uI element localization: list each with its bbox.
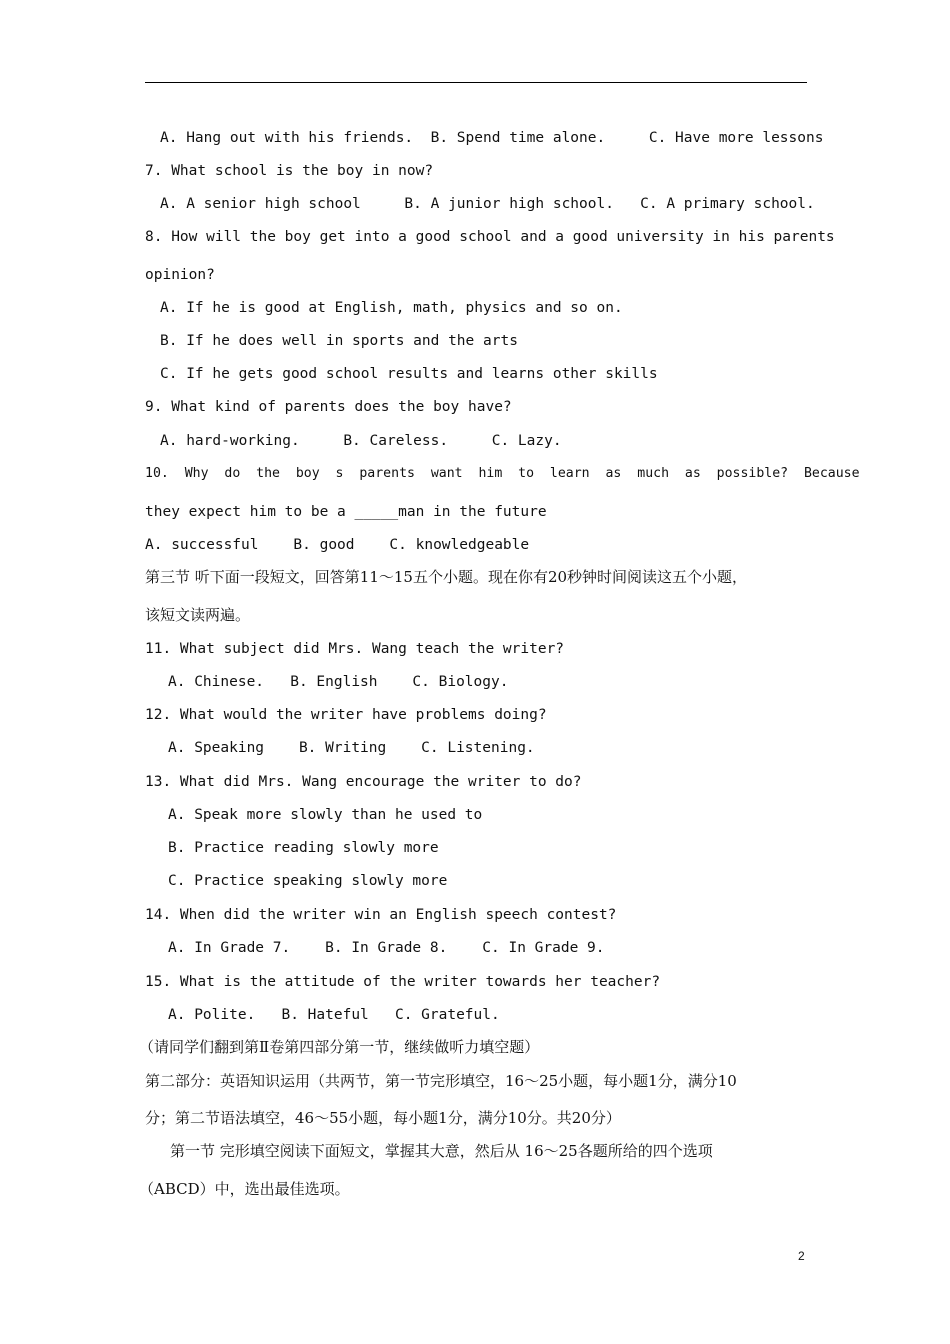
question-9: 9. What kind of parents does the boy have? [145, 399, 512, 415]
option-line: C. Practice speaking slowly more [168, 873, 448, 889]
question-8: 8. How will the boy get into a good school and a good university in his parents [145, 229, 835, 245]
question-13: 13. What did Mrs. Wang encourage the writer to do? [145, 774, 582, 790]
option-line: C. If he gets good school results and learns other skills [160, 366, 658, 382]
section-1-instructions-cont: （ABCD）中，选出最佳选项。 [139, 1180, 350, 1198]
question-7: 7. What school is the boy in now? [145, 163, 434, 179]
option-line: A. hard-working. B. Careless. C. Lazy. [160, 433, 562, 449]
question-15: 15. What is the attitude of the writer towards her teacher? [145, 974, 661, 990]
option-line: A. A senior high school B. A junior high school. C. A primary school. [160, 196, 815, 212]
section-3-instructions: 第三节 听下面一段短文，回答第11～15五个小题。现在你有20秒钟时间阅读这五个小题， [145, 568, 748, 586]
question-10-cont: they expect him to be a _____man in the future [145, 504, 547, 520]
question-12: 12. What would the writer have problems doing? [145, 707, 547, 723]
option-line: A. Hang out with his friends. B. Spend time alone. C. Have more lessons [160, 130, 824, 146]
part-2-heading-cont: 分；第二节语法填空，46～55小题，每小题1分，满分10分。共20分） [145, 1109, 621, 1127]
option-line: A. In Grade 7. B. In Grade 8. C. In Grade 9. [168, 940, 605, 956]
page-number: 2 [798, 1249, 805, 1263]
note-line: （请同学们翻到第Ⅱ卷第四部分第一节，继续做听力填空题） [139, 1038, 540, 1056]
question-10: 10. Why do the boy s parents want him to learn as much as possible? Because [145, 466, 860, 481]
option-line: B. If he does well in sports and the arts [160, 333, 518, 349]
header-rule [145, 82, 807, 83]
section-1-instructions: 第一节 完形填空阅读下面短文，掌握其大意，然后从 16～25各题所给的四个选项 [170, 1142, 713, 1160]
question-14: 14. When did the writer win an English speech contest? [145, 907, 617, 923]
question-11: 11. What subject did Mrs. Wang teach the writer? [145, 641, 565, 657]
question-8-cont: opinion? [145, 267, 215, 283]
option-line: A. Polite. B. Hateful C. Grateful. [168, 1007, 500, 1023]
option-line: A. Speaking B. Writing C. Listening. [168, 740, 535, 756]
section-3-instructions-cont: 该短文读两遍。 [145, 606, 251, 624]
option-line: A. If he is good at English, math, physics and so on. [160, 300, 623, 316]
part-2-heading: 第二部分：英语知识运用（共两节，第一节完形填空，16～25小题，每小题1分，满分10 [145, 1072, 737, 1090]
option-line: B. Practice reading slowly more [168, 840, 439, 856]
option-line: A. successful B. good C. knowledgeable [145, 537, 530, 553]
option-line: A. Speak more slowly than he used to [168, 807, 483, 823]
option-line: A. Chinese. B. English C. Biology. [168, 674, 509, 690]
